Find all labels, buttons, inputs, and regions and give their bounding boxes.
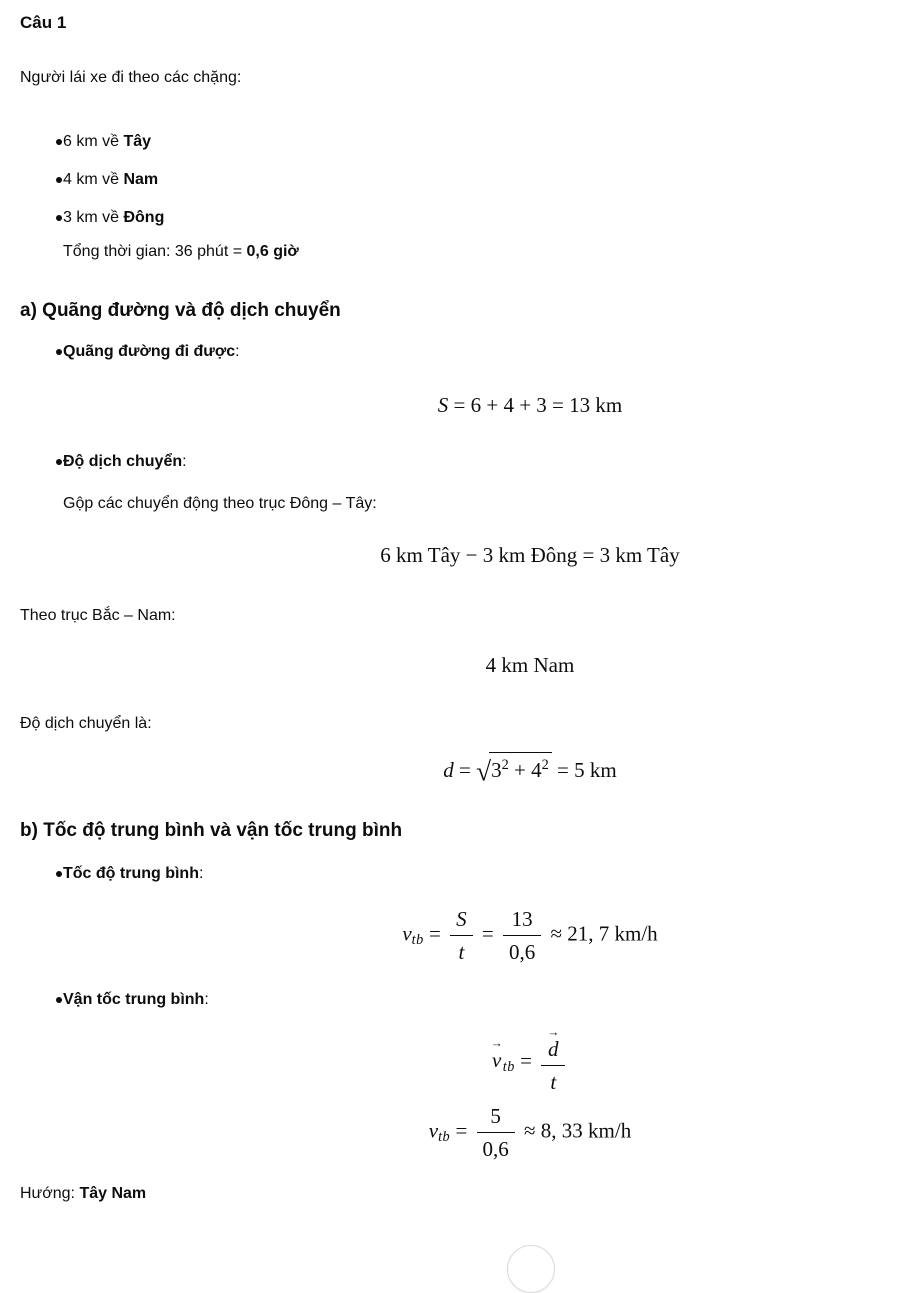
bullet-icon xyxy=(56,177,62,183)
equals-sign: = xyxy=(476,921,499,946)
colon: : xyxy=(235,343,240,360)
displacement-is-paragraph: Độ dịch chuyển là: xyxy=(20,715,152,732)
leg-direction: Nam xyxy=(123,171,159,188)
numerator xyxy=(541,1024,565,1065)
direction-text: Hướng: xyxy=(20,1185,80,1203)
equals-sign: = xyxy=(450,1118,473,1143)
math-term: 3 xyxy=(491,758,502,782)
list-item-leg-west xyxy=(20,128,918,156)
leg-text: 6 km về xyxy=(63,133,124,150)
total-time-text: Tổng thời gian: 36 phút = xyxy=(63,243,247,260)
velocity-label: Vận tốc trung bình xyxy=(63,990,205,1008)
fraction-S-over-t xyxy=(450,906,473,965)
math-var-S: S xyxy=(437,393,449,417)
bullet-icon xyxy=(56,871,62,877)
math-var-d: d xyxy=(443,758,454,782)
math-result: = 5 km xyxy=(551,758,617,782)
subscript-tb: tb xyxy=(502,1058,515,1075)
velocity-bullet-list xyxy=(20,986,918,1014)
denominator: t xyxy=(541,1065,565,1095)
list-item-displacement xyxy=(20,448,918,518)
direction-paragraph xyxy=(20,1180,918,1208)
legs-list xyxy=(20,128,918,266)
math-term: 4 xyxy=(531,758,542,782)
distance-bullet-list xyxy=(20,338,918,366)
math-east-west-formula: 6 km Tây − 3 km Đông = 3 km Tây xyxy=(380,543,680,567)
scroll-to-bottom-button[interactable] xyxy=(507,1245,555,1293)
equals-sign: = xyxy=(453,758,477,782)
bullet-icon xyxy=(56,459,62,465)
speed-bullet-list xyxy=(20,860,918,888)
math-avg-velocity-value-formula xyxy=(20,1103,918,1162)
math-result: ≈ 21, 7 km/h xyxy=(545,921,658,946)
bullet-icon xyxy=(56,215,62,221)
vector-arrow-icon: → xyxy=(547,1024,560,1039)
merge-axes-paragraph: Gộp các chuyển động theo trục Đông – Tây: xyxy=(63,495,377,512)
leg-text: 4 km về xyxy=(63,171,124,188)
subscript-tb: tb xyxy=(411,932,424,949)
direction-value: Tây Nam xyxy=(79,1185,147,1203)
intro-paragraph xyxy=(20,64,918,92)
plus-sign: + xyxy=(508,758,532,782)
list-item-leg-south xyxy=(20,166,918,194)
equals-sign: = xyxy=(514,1048,538,1072)
math-avg-velocity-vector-formula xyxy=(20,1024,918,1095)
bullet-icon xyxy=(56,139,62,145)
leg-direction: Đông xyxy=(123,209,165,226)
fraction-5-over-0-6 xyxy=(477,1103,515,1162)
square-root xyxy=(476,752,552,788)
list-item-velocity xyxy=(20,986,918,1014)
colon: : xyxy=(182,453,187,470)
list-item-distance xyxy=(20,338,918,366)
speed-label: Tốc độ trung bình xyxy=(63,865,199,883)
math-var-v: v xyxy=(492,1048,502,1072)
math-distance-formula xyxy=(20,388,918,422)
question-title: Câu 1 xyxy=(20,13,67,32)
list-item-leg-east xyxy=(20,204,918,266)
math-var-v: v xyxy=(402,921,412,946)
denominator: t xyxy=(450,935,473,965)
displacement-bullet-list xyxy=(20,448,918,518)
numerator: S xyxy=(456,907,467,932)
equals-sign: = xyxy=(423,921,447,946)
list-item-speed xyxy=(20,860,918,888)
section-a-heading: a) Quãng đường và độ dịch chuyển xyxy=(20,300,341,321)
total-time-value: 0,6 giờ xyxy=(246,243,299,260)
colon: : xyxy=(204,990,209,1008)
denominator: 0,6 xyxy=(477,1132,515,1162)
leg-text: 3 km về xyxy=(63,209,124,226)
exponent: 2 xyxy=(501,757,509,774)
fraction-d-over-t xyxy=(541,1024,565,1095)
math-distance-rest: = 6 + 4 + 3 = 13 km xyxy=(448,393,623,417)
north-south-paragraph: Theo trục Bắc – Nam: xyxy=(20,607,176,624)
colon: : xyxy=(198,865,204,883)
radicand xyxy=(489,752,552,787)
vector-d xyxy=(547,1024,560,1061)
leg-direction: Tây xyxy=(123,133,152,150)
numerator: 5 xyxy=(490,1103,501,1128)
displacement-label: Độ dịch chuyển xyxy=(63,453,183,470)
math-avg-speed-formula xyxy=(20,906,918,965)
math-var-v: v xyxy=(428,1118,439,1143)
radical-icon: √ xyxy=(476,756,490,787)
total-time-line xyxy=(63,238,918,266)
subscript-tb: tb xyxy=(438,1128,451,1145)
math-north-south-result: 4 km Nam xyxy=(485,653,575,677)
math-displacement-formula xyxy=(20,752,918,788)
math-result: ≈ 8, 33 km/h xyxy=(518,1118,632,1143)
vector-v xyxy=(490,1036,503,1072)
bullet-icon xyxy=(56,349,62,355)
fraction-13-over-0-6 xyxy=(503,906,541,965)
intro-text: Người lái xe đi theo các chặng: xyxy=(20,69,242,86)
bullet-icon xyxy=(56,997,62,1003)
numerator: 13 xyxy=(511,907,533,932)
vector-arrow-icon: → xyxy=(490,1036,503,1050)
exponent: 2 xyxy=(541,757,549,774)
section-b-heading: b) Tốc độ trung bình và vận tốc trung bình xyxy=(20,820,403,842)
math-var-d: d xyxy=(548,1036,559,1061)
denominator: 0,6 xyxy=(503,935,541,965)
distance-label: Quãng đường đi được xyxy=(63,343,236,360)
